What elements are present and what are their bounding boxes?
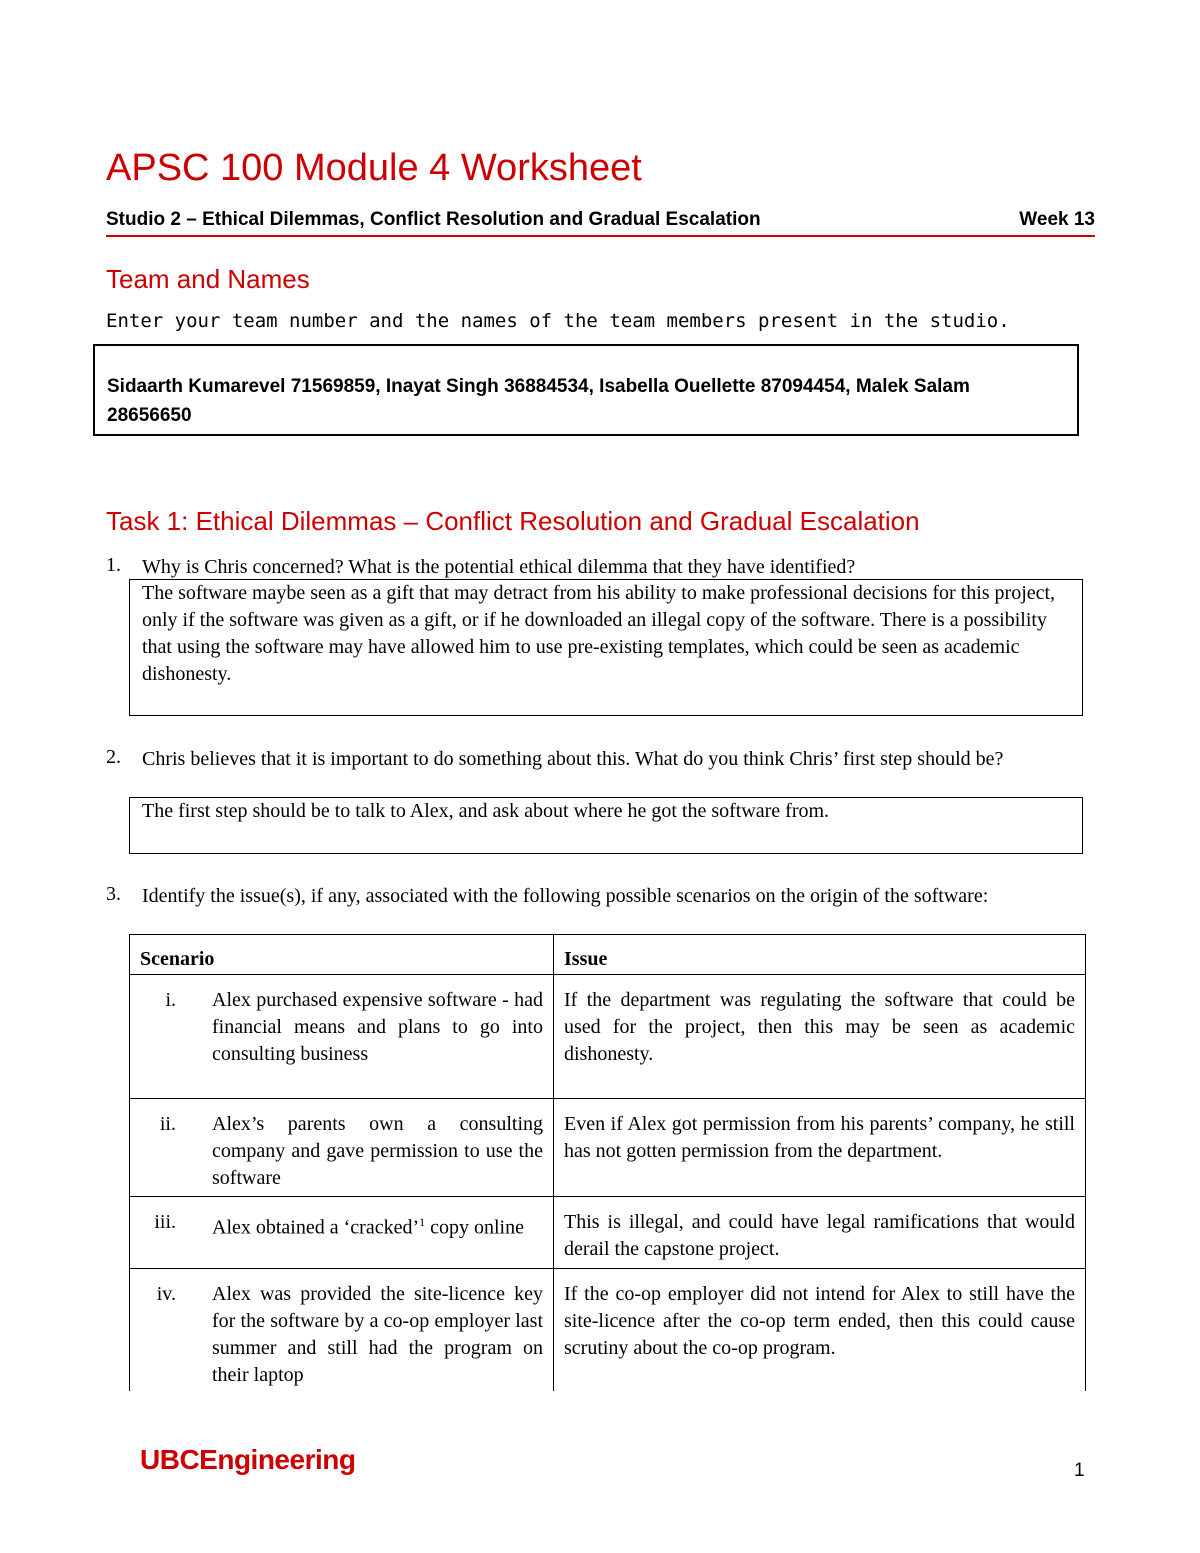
issue-cell[interactable]: Even if Alex got permission from his parents’ company, he still has not gotten permission from the department.	[554, 1099, 1086, 1197]
scenario-cell[interactable]	[130, 1197, 554, 1269]
team-instructions: Enter your team number and the names of the team members present in the studio.	[106, 310, 1010, 332]
team-names-text: Sidaarth Kumarevel 71569859, Inayat Singh 36884534, Isabella Ouellette 87094454, Malek Salam 28656650	[107, 376, 970, 426]
question-text: Why is Chris concerned? What is the potential ethical dilemma that they have identified?	[142, 556, 856, 578]
scenario-text: Alex purchased expensive software - had financial means and plans to go into consulting business	[212, 989, 543, 1065]
answer-text: The software maybe seen as a gift that may detract from his ability to make professional decisions for this project, only if the software was given as a gift, or if he downloaded an illegal copy of the software. There is a possibility that using the software may have allowed him to use pre-existing templates, which could be seen as academic dishonesty.	[142, 582, 1056, 685]
scenario-text	[212, 1209, 543, 1242]
task1-heading: Task 1: Ethical Dilemmas – Conflict Resolution and Gradual Escalation	[106, 506, 920, 536]
answer-box[interactable]	[129, 579, 1083, 716]
scenario-text-part: copy online	[425, 1216, 524, 1239]
footnote-marker[interactable]: 1	[419, 1215, 426, 1229]
scenario-header: Scenario	[130, 935, 554, 975]
table-row	[130, 975, 1086, 1099]
question-number: 1.	[106, 554, 121, 576]
scenario-table	[129, 934, 1085, 1391]
team-heading: Team and Names	[106, 264, 310, 294]
issue-cell[interactable]: If the department was regulating the software that could be used for the project, then this may be seen as academic dishonesty.	[554, 975, 1086, 1099]
scenario-cell[interactable]	[130, 975, 554, 1099]
scenario-numeral: ii.	[159, 1113, 176, 1135]
page-number: 1	[1074, 1460, 1085, 1481]
week-label: Week 13	[1019, 209, 1095, 230]
issue-cell[interactable]: This is illegal, and could have legal ramifications that would derail the capstone project.	[554, 1197, 1086, 1269]
table-header-row	[130, 935, 1086, 975]
table-row	[130, 1269, 1086, 1391]
question-text: Identify the issue(s), if any, associated with the following possible scenarios on the origin of the software:	[142, 885, 989, 907]
scenario-text: Alex’s parents own a consulting company and gave permission to use the software	[212, 1113, 543, 1189]
question-number: 2.	[106, 746, 121, 768]
scenario-numeral: i.	[165, 989, 176, 1011]
table-row	[130, 1099, 1086, 1197]
team-names-box[interactable]	[93, 344, 1079, 436]
issue-cell[interactable]: If the co-op employer did not intend for Alex to still have the site-licence after the co-op term ended, then this could cause scrutiny about the co-op program.	[554, 1269, 1086, 1391]
scenario-numeral: iv.	[156, 1283, 176, 1305]
question-number: 3.	[106, 883, 121, 905]
table-row	[130, 1197, 1086, 1269]
scenario-cell[interactable]	[130, 1099, 554, 1197]
scenario-text-part: Alex obtained a ‘cracked’	[212, 1216, 420, 1239]
answer-text: The first step should be to talk to Alex, and ask about where he got the software from.	[142, 800, 830, 822]
logo-text: UBCEngineering	[140, 1444, 356, 1475]
answer-box[interactable]	[129, 797, 1083, 854]
scenario-text: Alex was provided the site-licence key for the software by a co-op employer last summer and still had the program on their laptop	[212, 1283, 543, 1386]
scenario-numeral: iii.	[154, 1211, 176, 1233]
ubc-engineering-logo	[140, 1444, 355, 1476]
issue-header: Issue	[554, 935, 1086, 975]
question-text: Chris believes that it is important to do something about this. What do you think Chris’ first step should be?	[142, 748, 1004, 770]
studio-subtitle: Studio 2 – Ethical Dilemmas, Conflict Resolution and Gradual Escalation	[106, 209, 761, 230]
page-title: APSC 100 Module 4 Worksheet	[106, 147, 642, 189]
subtitle-row	[106, 209, 1095, 237]
scenario-cell[interactable]	[130, 1269, 554, 1391]
